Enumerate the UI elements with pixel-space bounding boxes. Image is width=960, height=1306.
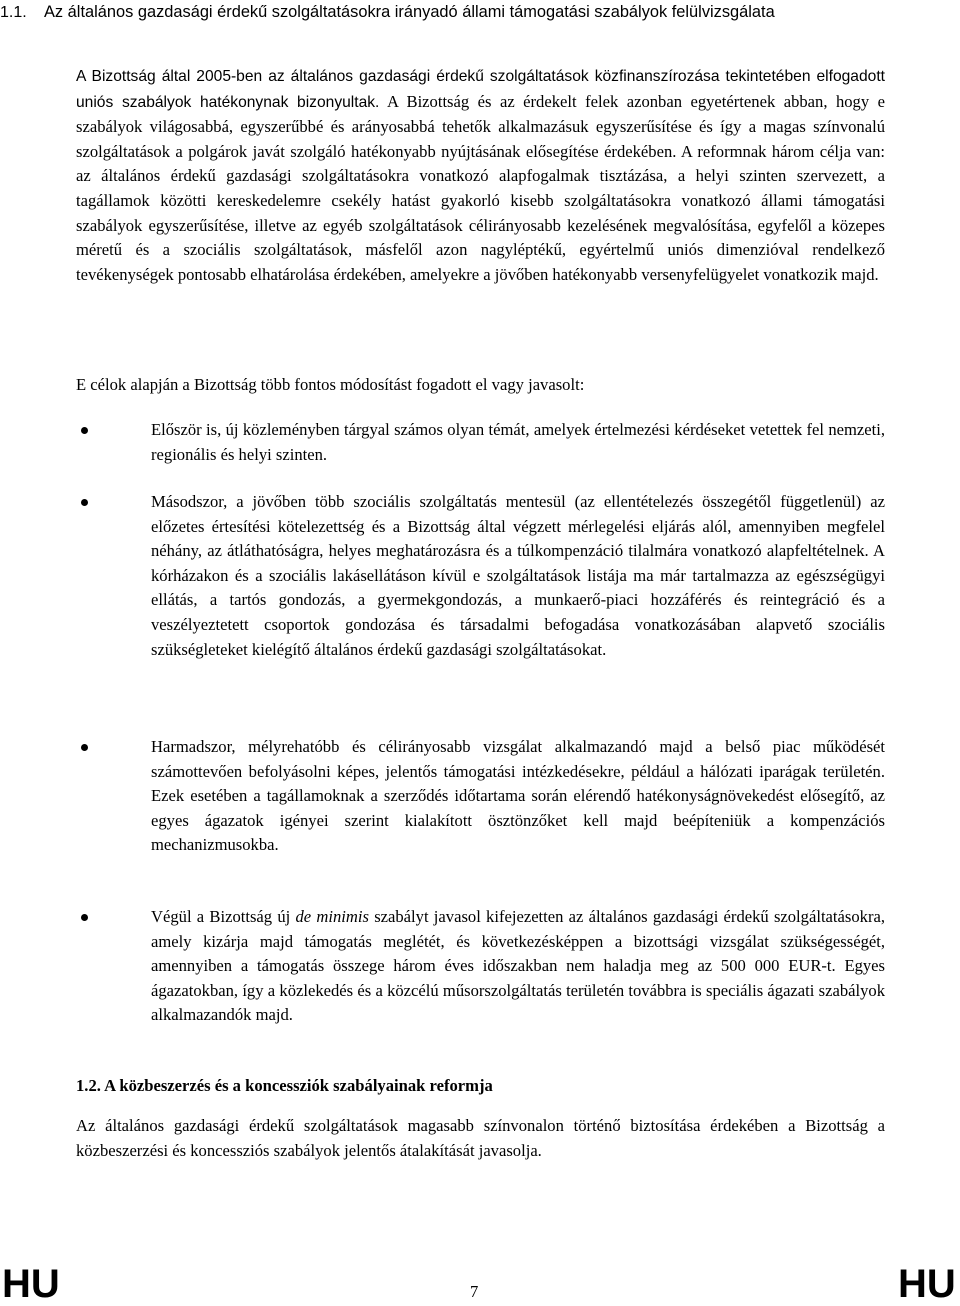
bullet-text-4-end: szabályt javasol kifejezetten az általános gazdasági érdekű szolgáltatásokra, amely kizárja majd támogatás meglétét, és következésképpen a bizottsági vizsgálat szükségességét, amennyiben a támogatás összege három éves időszakban nem haladja meg az 500 000 EUR-t. Egyes ágazatokban, így a közlekedés és a közcélú műsorszolgáltatás területén továbbra is speciális ágazati szabályok alkalmazandók majd. [151, 907, 885, 1025]
bullet-item-3 [151, 735, 885, 858]
paragraph-2-text: E célok alapján a Bizottság több fontos módosítást fogadott el vagy javasolt: [76, 375, 585, 394]
section-title-1: Az általános gazdasági érdekű szolgáltatásokra irányadó állami támogatási szabályok felülvizsgálata [44, 3, 775, 21]
paragraph-2 [76, 373, 885, 398]
paragraph-3 [76, 1114, 885, 1163]
bullet-text-2: Másodszor, a jövőben több szociális szolgáltatás mentesül (az ellentételezés összegétől függetlenül) az előzetes értesítési kötelezettség és a Bizottság által végzett mérlegelési eljárás alól, amennyiben megfelel néhány, az átláthatóságra, helyes meghatározásra és a túlkompenzáció tilalmára vonatkozó alapfeltételnek. A kórházakon és a szociális lakásellátáson kívül e szolgáltatások listája ma már tartalmazza az egészségügyi ellátás, a tartós gondozás, a gyermekgondozás, a munkaerő-piaci hozzáférés és reintegráció és a veszélyeztetett csoportok gondozása és társadalmi befogadása vonatkozásában alapvető szociális szükségleteket kielégítő általános érdekű gazdasági szolgáltatásokat. [151, 492, 885, 659]
bullet-item-4 [151, 905, 885, 1028]
paragraph-1 [76, 64, 885, 287]
section-number-1: 1.1. [0, 4, 27, 21]
bullet-item-1 [151, 418, 885, 467]
bullet-icon [81, 427, 88, 434]
bullet-icon [81, 744, 88, 751]
bullet-text-4-start: Végül a Bizottság új [151, 907, 296, 926]
section-heading-2 [76, 1074, 885, 1098]
section-heading-1 [0, 0, 885, 25]
footer-language-left: HU [2, 1262, 60, 1306]
bullet-text-4 [151, 905, 885, 1028]
de-minimis-term: de minimis [295, 907, 369, 926]
bullet-item-2 [151, 490, 885, 662]
paragraph-1-body: A Bizottság és az érdekelt felek azonban egyetértenek abban, hogy e szabályok világosabbá, egyszerűbbé és arányosabbá tehetők alkalmazásuk egyszerűsítése és így a magas színvonalú szolgáltatások a polgárok javát szolgáló hatékonyabb nyújtásának elősegítése érdekében. A reformnak három célja van: az általános érdekű gazdasági szolgáltatásokra vonatkozó alapfogalmak tisztázása, a helyi szinten szervezett, a tagállamok közötti kereskedelemre csekély hatást gyakorló kisebb szolgáltatásokra vonatkozó állami támogatási szabályok egyszerűsítése, illetve az egyéb szolgáltatások célirányosabb kezelésének megvalósítása, egyfelől a közepes méretű és a szociális szolgáltatások, másfelől azon nagyléptékű, egyértelmű uniós dimenzióval rendelkező tevékenységek pontosabb elhatárolása érdekében, amelyekre a jövőben hatékonyabb versenyfelügyelet vonatkozik majd. [76, 91, 885, 284]
paragraph-1-lead: A Bizottság által 2005-ben az általános gazdasági érdekű szolgáltatások közfinanszírozása tekintetében elfogadott uniós szabályok hatékonynak bizonyultak. [76, 68, 885, 111]
section-title-2: A közbeszerzés és a koncessziók szabályainak reformja [104, 1076, 493, 1095]
footer-language-right: HU [898, 1262, 956, 1306]
bullet-icon [81, 914, 88, 921]
paragraph-3-text: Az általános gazdasági érdekű szolgáltatások magasabb színvonalon történő biztosítása érdekében a Bizottság a közbeszerzési és koncessziós szabályok jelentős átalakítását javasolja. [76, 1116, 885, 1160]
section-number-2: 1.2. [76, 1076, 101, 1095]
bullet-text-1: Először is, új közleményben tárgyal számos olyan témát, amelyek értelmezési kérdéseket vetettek fel nemzeti, regionális és helyi szinten. [151, 420, 885, 464]
bullet-icon [81, 499, 88, 506]
bullet-text-3: Harmadszor, mélyrehatóbb és célirányosabb vizsgálat alkalmazandó majd a belső piac működését számottevően befolyásolni képes, jelentős támogatási intézkedésekre, például a hálózati iparágak területén. Ezek esetében a tagállamoknak a szerződés időtartama során elérendő hatékonyságnövekedést elősegítő, az egyes ágazatok igényei szerint kialakított ösztönzőket kell majd beépíteniük a kompenzációs mechanizmusokba. [151, 737, 885, 855]
page-number: 7 [470, 1282, 479, 1301]
